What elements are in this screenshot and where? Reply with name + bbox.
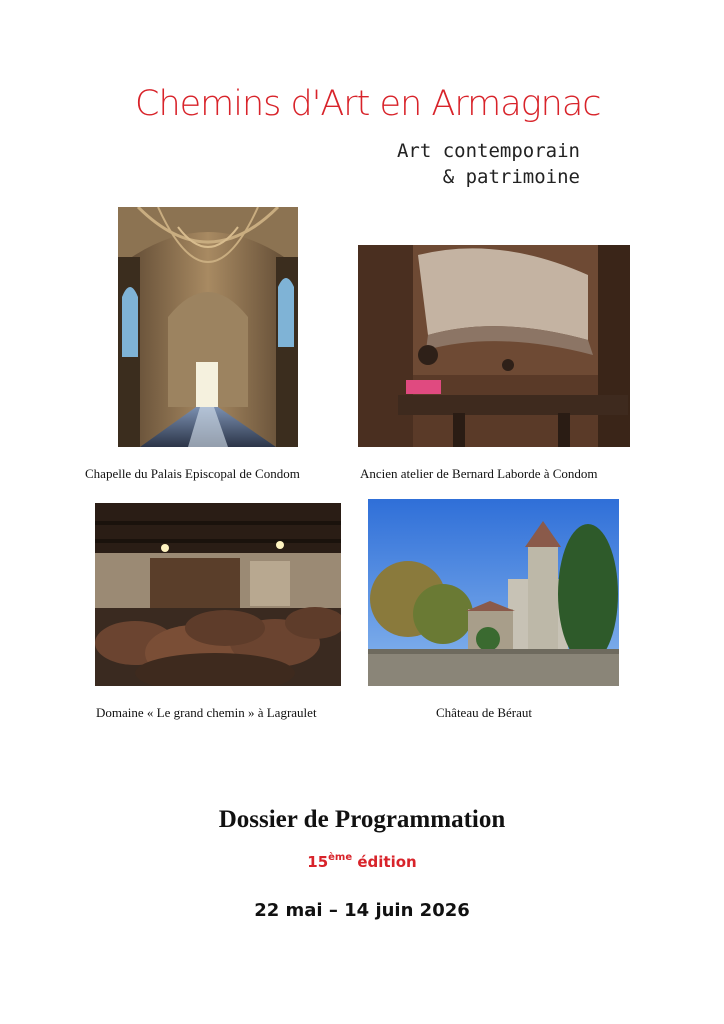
edition-suffix: ème [328,852,353,863]
logo [135,84,601,194]
photo-chapelle [118,207,298,447]
caption-chapelle: Chapelle du Palais Episcopal de Condom [85,466,300,481]
logo-title: Chemins d'Art en Armagnac [135,84,601,124]
logo-subtitle-line2: & patrimoine [442,166,580,188]
edition-label [0,853,724,871]
photo-atelier [358,245,630,447]
edition-number: 15 [307,853,329,871]
photo-chateau [368,499,619,686]
caption-domaine: Domaine « Le grand chemin » à Lagraulet [96,705,317,720]
event-dates: 22 mai – 14 juin 2026 [254,900,470,921]
edition-word: édition [357,853,417,871]
logo-subtitle-line1: Art contemporain [396,140,580,162]
caption-atelier: Ancien atelier de Bernard Laborde à Condom [360,466,598,481]
photo-domaine [95,503,341,686]
document-heading: Dossier de Programmation [218,806,506,833]
caption-chateau: Château de Béraut [436,705,533,720]
